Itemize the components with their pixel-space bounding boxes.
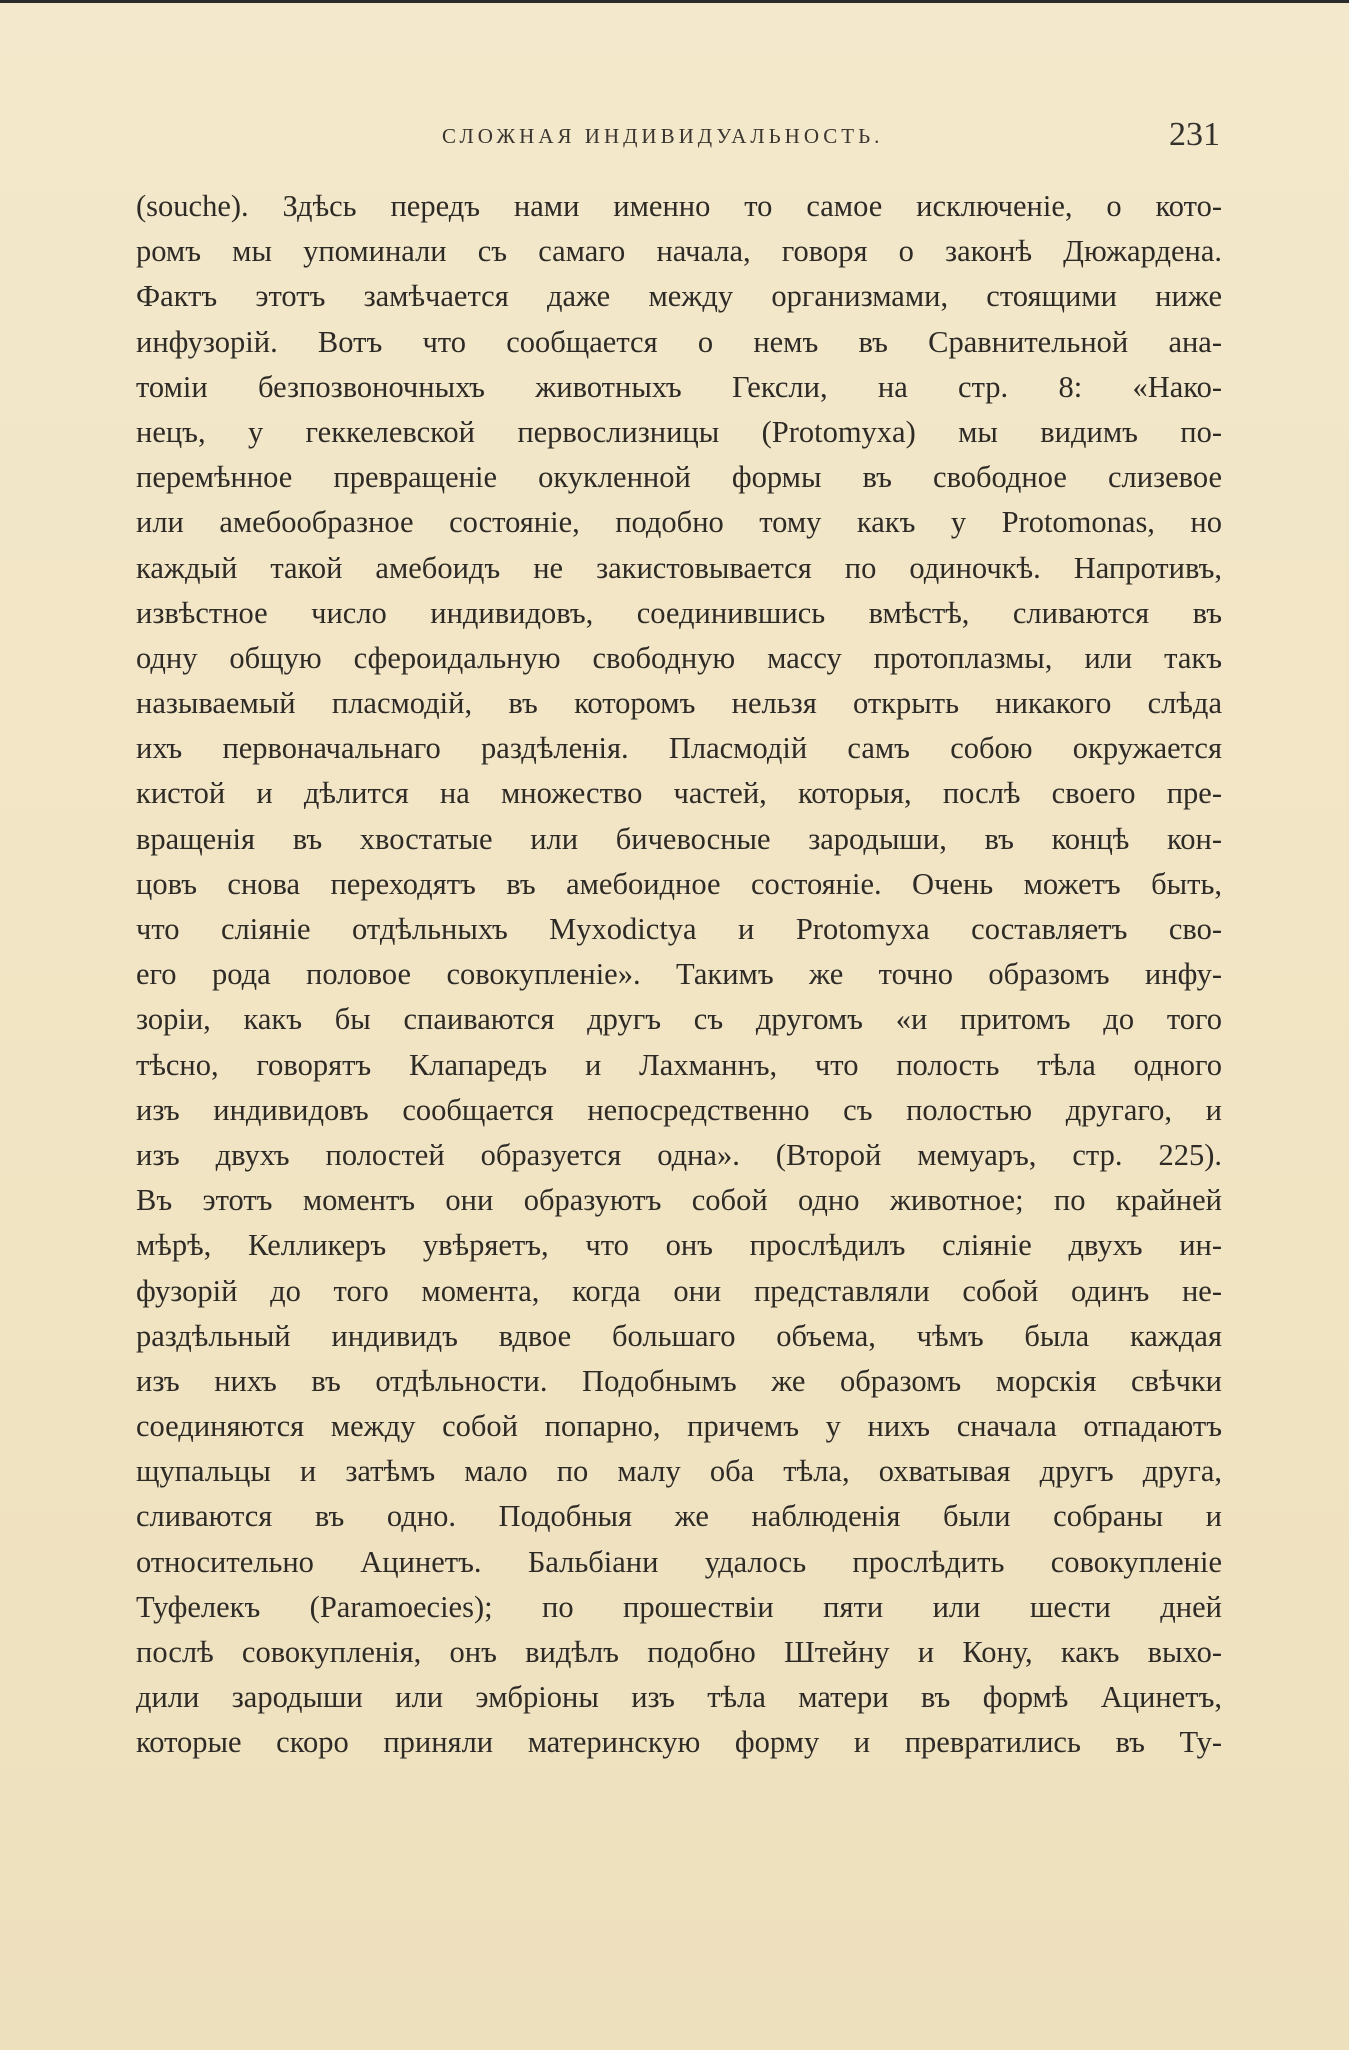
scan-edge [0,0,1349,3]
text-line: нецъ, у геккелевской первослизницы (Protomyxa) мы видимъ по- [136,414,1222,449]
text-line: Въ этотъ моментъ они образуютъ собой одно животное; по крайней [136,1183,1222,1218]
text-line: каждый такой амебоидъ не закистовывается по одиночкѣ. Напротивъ, [136,550,1222,585]
running-title: СЛОЖНАЯ ИНДИВИДУАЛЬНОСТЬ. [442,124,884,148]
text-line: цовъ снова переходятъ въ амебоидное состояніе. Очень можетъ быть, [136,866,1222,901]
text-line: или амебообразное состояніе, подобно тому какъ у Protomonas, но [136,505,1222,540]
text-line: инфузорій. Вотъ что сообщается о немъ въ Сравнительной ана- [136,324,1222,359]
text-line: называемый плаcмодій, въ которомъ нельзя открыть никакого слѣда [136,686,1222,721]
text-line: томіи безпозвоночныхъ животныхъ Гексли, на стр. 8: «Нако- [136,369,1222,404]
text-line: (souche). Здѣсь передъ нами именно то самое исключеніе, о кото- [136,189,1222,223]
text-line: ихъ первоначальнаго раздѣленія. Плаcмодій самъ собою окружается [136,731,1222,766]
text-line: которые скоро приняли материнскую форму и превратились въ Ту- [136,1725,1222,1760]
text-line: что сліяніе отдѣльныхъ Myxodictya и Protomyxa составляетъ сво- [136,912,1222,946]
body-text [136,184,1222,1766]
page-number: 231 [1169,116,1220,153]
text-line: дили зародыши или эмбріоны изъ тѣла матери въ формѣ Ацинетъ, [136,1680,1222,1715]
text-line: изъ нихъ въ отдѣльности. Подобнымъ же образомъ морскія свѣчки [136,1363,1222,1398]
text-line: извѣстное число индивидовъ, соединившись вмѣстѣ, сливаются въ [136,595,1222,630]
text-line: перемѣнное превращеніе окукленной формы въ свободное слизевое [136,460,1222,495]
text-line: мѣрѣ, Келликеръ увѣряетъ, что онъ прослѣдилъ сліяніе двухъ ин- [136,1228,1222,1263]
text-line: фузорій до того момента, когда они представляли собой одинъ не- [136,1273,1222,1308]
text-line: одну общую сфероидальную свободную массу протоплазмы, или такъ [136,640,1222,675]
text-line: соединяются между собой попарно, причемъ у нихъ сначала отпадаютъ [136,1409,1222,1444]
text-line: вращенія въ хвостатые или бичевосные зародыши, въ концѣ кон- [136,821,1222,856]
text-line: кистой и дѣлится на множество частей, которыя, послѣ своего пре- [136,776,1222,811]
text-line: изъ двухъ полостей образуется одна». (Второй мемуаръ, стр. 225). [136,1137,1222,1172]
text-line: послѣ совокупленія, онъ видѣлъ подобно Штейну и Кону, какъ выхо- [136,1635,1222,1669]
page-header [142,116,1220,168]
text-line: Туфелекъ (Paramoecies); по прошествіи пяти или шести дней [136,1589,1222,1624]
text-line: изъ индивидовъ сообщается непосредственно съ полостью другаго, и [136,1092,1222,1127]
text-line: Фактъ этотъ замѣчается даже между организмами, стоящими ниже [136,279,1222,314]
text-line: ромъ мы упоминали съ самаго начала, говоря о законѣ Дюжардена. [136,234,1222,269]
text-line: раздѣльный индивидъ вдвое большаго объема, чѣмъ была каждая [136,1318,1222,1353]
text-line: его рода половое совокупленіе». Такимъ же точно образомъ инфу- [136,957,1222,992]
text-line: зоріи, какъ бы спаиваются другъ съ другомъ «и притомъ до того [136,1002,1222,1037]
text-line: тѣсно, говорятъ Клапаредъ и Лахманнъ, что полость тѣла одного [136,1047,1222,1082]
text-line: щупальцы и затѣмъ мало по малу оба тѣла, охватывая другъ друга, [136,1454,1222,1489]
text-line: сливаются въ одно. Подобныя же наблюденія были собраны и [136,1499,1222,1534]
text-line: относительно Ацинетъ. Бальбіани удалось прослѣдить совокупленіе [136,1544,1222,1579]
